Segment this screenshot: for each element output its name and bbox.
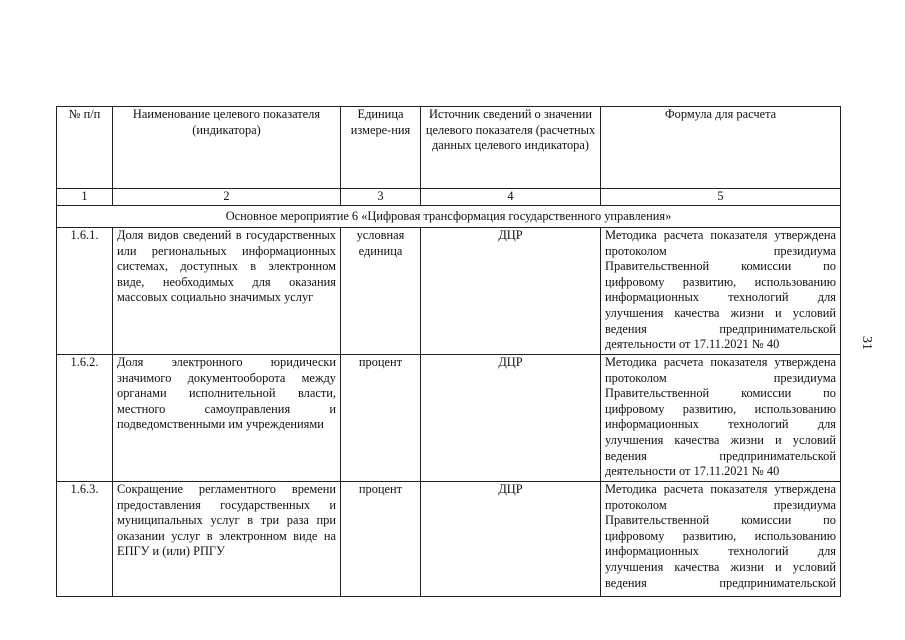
row-number: 1.6.1. [57,228,113,355]
unit-of-measure: процент [341,355,421,482]
indicator-name [113,355,341,482]
table-row [57,355,841,482]
section-row [57,206,841,228]
indicator-name-text: Сокращение регламентного времени предоставления государственных и муниципальных услуг в три раза при оказании услуг в электронном виде на ЕПГУ и (или) РПГУ [117,482,336,559]
indicator-table [56,106,841,597]
calculation-formula [601,482,841,597]
column-numbers-row [57,189,841,206]
calculation-formula-text: Методика расчета показателя утверждена протоколом президиума Правительственной комиссии по цифровому развитию, использованию информационных технологий для улучшения качества жизни и условий ведения предпринимательской деятельности от 17.11.2021 № 40 [605,355,836,479]
header-source: Источник сведений о значении целевого показателя (расчетных данных целевого индикатора) [421,107,601,189]
column-number: 4 [421,189,601,206]
header-indicator-name: Наименование целевого показателя (индикатора) [113,107,341,189]
column-number: 3 [341,189,421,206]
row-number: 1.6.2. [57,355,113,482]
calculation-formula-text: Методика расчета показателя утверждена протоколом президиума Правительственной комиссии по цифровому развитию, использованию информационных технологий для улучшения качества жизни и условий ведения предпринимательской деятельности от 17.11.2021 № 40 [605,228,836,352]
column-number: 1 [57,189,113,206]
calculation-formula [601,228,841,355]
data-source: ДЦР [421,355,601,482]
header-formula: Формула для расчета [601,107,841,189]
data-source: ДЦР [421,482,601,597]
header-row [57,107,841,189]
indicator-name [113,482,341,597]
page-number: 31 [859,336,874,350]
table-row [57,482,841,597]
data-source: ДЦР [421,228,601,355]
column-number: 5 [601,189,841,206]
column-number: 2 [113,189,341,206]
header-unit: Единица измере-ния [341,107,421,189]
unit-of-measure: процент [341,482,421,597]
indicator-name [113,228,341,355]
header-number: № п/п [57,107,113,189]
indicator-name-text: Доля видов сведений в государственных или региональных информационных системах, доступных в электронном виде, необходимых для оказания массовых социально значимых услуг [117,228,336,305]
section-title: Основное мероприятие 6 «Цифровая трансформация государственного управления» [57,206,841,228]
row-number: 1.6.3. [57,482,113,597]
indicator-name-text: Доля электронного юридически значимого документооборота между органами исполнительной власти, местного самоуправления и подведомственными им учреждениями [117,355,336,432]
calculation-formula [601,355,841,482]
table-row [57,228,841,355]
unit-of-measure: условная единица [341,228,421,355]
calculation-formula-text: Методика расчета показателя утверждена протоколом президиума Правительственной комиссии по цифровому развитию, использованию информационных технологий для улучшения качества жизни и условий ведения предпринимательской [605,482,836,590]
